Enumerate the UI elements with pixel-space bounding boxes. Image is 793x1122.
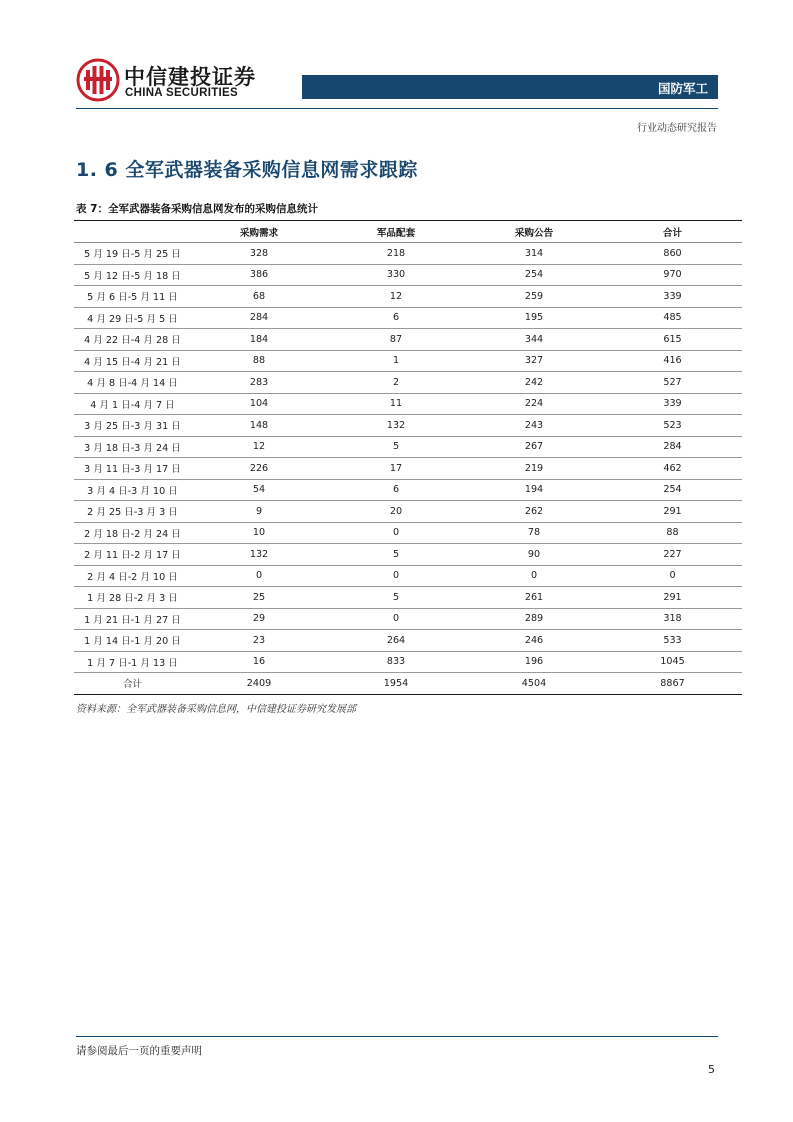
table-cell: 54 (191, 479, 327, 501)
table-cell: 224 (465, 393, 603, 415)
table-cell: 291 (603, 587, 742, 609)
table-cell: 195 (465, 307, 603, 329)
table-cell: 12 (191, 436, 327, 458)
row-label: 3 月 4 日-3 月 10 日 (74, 479, 191, 501)
row-label: 3 月 11 日-3 月 17 日 (74, 458, 191, 480)
column-header: 采购需求 (191, 221, 327, 243)
table-cell: 0 (327, 522, 465, 544)
table-cell: 267 (465, 436, 603, 458)
table-total-row (74, 673, 742, 695)
table-cell: 0 (465, 565, 603, 587)
table-cell: 25 (191, 587, 327, 609)
table-cell: 29 (191, 608, 327, 630)
row-label: 4 月 29 日-5 月 5 日 (74, 307, 191, 329)
table-cell: 0 (327, 565, 465, 587)
table-row (74, 501, 742, 523)
section-title: 1. 6 全军武器装备采购信息网需求跟踪 (76, 159, 418, 181)
table-cell: 615 (603, 329, 742, 351)
table-cell: 328 (191, 243, 327, 265)
column-header: 合计 (603, 221, 742, 243)
table-cell: 227 (603, 544, 742, 566)
brand-name-en: CHINA SECURITIES (125, 87, 238, 99)
row-label: 4 月 15 日-4 月 21 日 (74, 350, 191, 372)
industry-category: 国防军工 (657, 81, 708, 96)
table-row (74, 393, 742, 415)
table-row (74, 630, 742, 652)
table-cell: 23 (191, 630, 327, 652)
table-cell: 327 (465, 350, 603, 372)
table-cell: 284 (603, 436, 742, 458)
table-row (74, 372, 742, 394)
table-cell: 833 (327, 651, 465, 673)
table-cell: 16 (191, 651, 327, 673)
table-cell: 1045 (603, 651, 742, 673)
table-row (74, 651, 742, 673)
table-cell: 242 (465, 372, 603, 394)
table-row (74, 608, 742, 630)
table-cell: 0 (191, 565, 327, 587)
table-cell: 226 (191, 458, 327, 480)
table-row (74, 479, 742, 501)
table-cell: 196 (465, 651, 603, 673)
total-cell: 8867 (603, 673, 742, 695)
column-header: 军品配套 (327, 221, 465, 243)
table-cell: 90 (465, 544, 603, 566)
table-cell: 262 (465, 501, 603, 523)
row-label: 4 月 8 日-4 月 14 日 (74, 372, 191, 394)
page-number: 5 (708, 1063, 715, 1076)
table-cell: 259 (465, 286, 603, 308)
row-label: 2 月 11 日-2 月 17 日 (74, 544, 191, 566)
table-cell: 218 (327, 243, 465, 265)
table-cell: 10 (191, 522, 327, 544)
row-label: 2 月 25 日-3 月 3 日 (74, 501, 191, 523)
table-cell: 1 (327, 350, 465, 372)
row-label: 1 月 21 日-1 月 27 日 (74, 608, 191, 630)
row-label: 5 月 12 日-5 月 18 日 (74, 264, 191, 286)
row-label: 3 月 25 日-3 月 31 日 (74, 415, 191, 437)
table-cell: 0 (327, 608, 465, 630)
header-bar (302, 75, 718, 99)
table-cell: 485 (603, 307, 742, 329)
table-cell: 261 (465, 587, 603, 609)
table-cell: 318 (603, 608, 742, 630)
row-label: 3 月 18 日-3 月 24 日 (74, 436, 191, 458)
table-cell: 339 (603, 286, 742, 308)
header-divider (76, 108, 718, 109)
table-cell: 20 (327, 501, 465, 523)
table-cell: 87 (327, 329, 465, 351)
table-cell: 6 (327, 307, 465, 329)
table-cell: 314 (465, 243, 603, 265)
table-cell: 330 (327, 264, 465, 286)
table-cell: 194 (465, 479, 603, 501)
table-row (74, 264, 742, 286)
column-header (74, 221, 191, 243)
total-label: 合计 (74, 673, 191, 695)
table-row (74, 243, 742, 265)
company-logo (76, 58, 256, 104)
table-cell: 970 (603, 264, 742, 286)
table-cell: 184 (191, 329, 327, 351)
table-row (74, 436, 742, 458)
table-cell: 88 (191, 350, 327, 372)
table-cell: 6 (327, 479, 465, 501)
table-cell: 462 (603, 458, 742, 480)
row-label: 4 月 1 日-4 月 7 日 (74, 393, 191, 415)
table-cell: 88 (603, 522, 742, 544)
table-cell: 533 (603, 630, 742, 652)
china-securities-logo-icon (76, 58, 120, 102)
footer-divider (76, 1036, 718, 1037)
table-cell: 254 (465, 264, 603, 286)
table-cell: 291 (603, 501, 742, 523)
table-row (74, 286, 742, 308)
table-cell: 264 (327, 630, 465, 652)
table-source: 资料来源：全军武器装备采购信息网，中信建投证券研究发展部 (76, 704, 356, 715)
table-cell: 344 (465, 329, 603, 351)
table-body (74, 243, 742, 695)
procurement-table (74, 220, 742, 695)
table-cell: 289 (465, 608, 603, 630)
table-cell: 2 (327, 372, 465, 394)
table-cell: 527 (603, 372, 742, 394)
row-label: 5 月 6 日-5 月 11 日 (74, 286, 191, 308)
table-cell: 9 (191, 501, 327, 523)
table-cell: 5 (327, 436, 465, 458)
table-row (74, 415, 742, 437)
table-cell: 5 (327, 587, 465, 609)
disclaimer-note: 请参阅最后一页的重要声明 (76, 1045, 202, 1057)
table-cell: 104 (191, 393, 327, 415)
table-cell: 339 (603, 393, 742, 415)
row-label: 5 月 19 日-5 月 25 日 (74, 243, 191, 265)
total-cell: 1954 (327, 673, 465, 695)
table-cell: 386 (191, 264, 327, 286)
table-cell: 860 (603, 243, 742, 265)
row-label: 2 月 4 日-2 月 10 日 (74, 565, 191, 587)
column-header: 采购公告 (465, 221, 603, 243)
row-label: 4 月 22 日-4 月 28 日 (74, 329, 191, 351)
table-row (74, 565, 742, 587)
report-type: 行业动态研究报告 (637, 123, 717, 134)
total-cell: 2409 (191, 673, 327, 695)
table-row (74, 350, 742, 372)
table-cell: 11 (327, 393, 465, 415)
table-row (74, 587, 742, 609)
table-row (74, 307, 742, 329)
row-label: 2 月 18 日-2 月 24 日 (74, 522, 191, 544)
table-cell: 12 (327, 286, 465, 308)
table-cell: 5 (327, 544, 465, 566)
table-cell: 219 (465, 458, 603, 480)
table-cell: 17 (327, 458, 465, 480)
table-row (74, 329, 742, 351)
table-cell: 148 (191, 415, 327, 437)
row-label: 1 月 28 日-2 月 3 日 (74, 587, 191, 609)
table-cell: 246 (465, 630, 603, 652)
table-cell: 78 (465, 522, 603, 544)
table-cell: 132 (191, 544, 327, 566)
table-cell: 68 (191, 286, 327, 308)
table-cell: 254 (603, 479, 742, 501)
table-cell: 416 (603, 350, 742, 372)
table-row (74, 458, 742, 480)
table-cell: 243 (465, 415, 603, 437)
row-label: 1 月 7 日-1 月 13 日 (74, 651, 191, 673)
brand-name-cn: 中信建投证券 (124, 65, 256, 89)
table-cell: 0 (603, 565, 742, 587)
total-cell: 4504 (465, 673, 603, 695)
table-row (74, 544, 742, 566)
table-header-row (74, 221, 742, 243)
table-row (74, 522, 742, 544)
table-cell: 523 (603, 415, 742, 437)
table-cell: 284 (191, 307, 327, 329)
row-label: 1 月 14 日-1 月 20 日 (74, 630, 191, 652)
table-cell: 132 (327, 415, 465, 437)
table-caption: 表 7：全军武器装备采购信息网发布的采购信息统计 (76, 203, 318, 215)
table-cell: 283 (191, 372, 327, 394)
